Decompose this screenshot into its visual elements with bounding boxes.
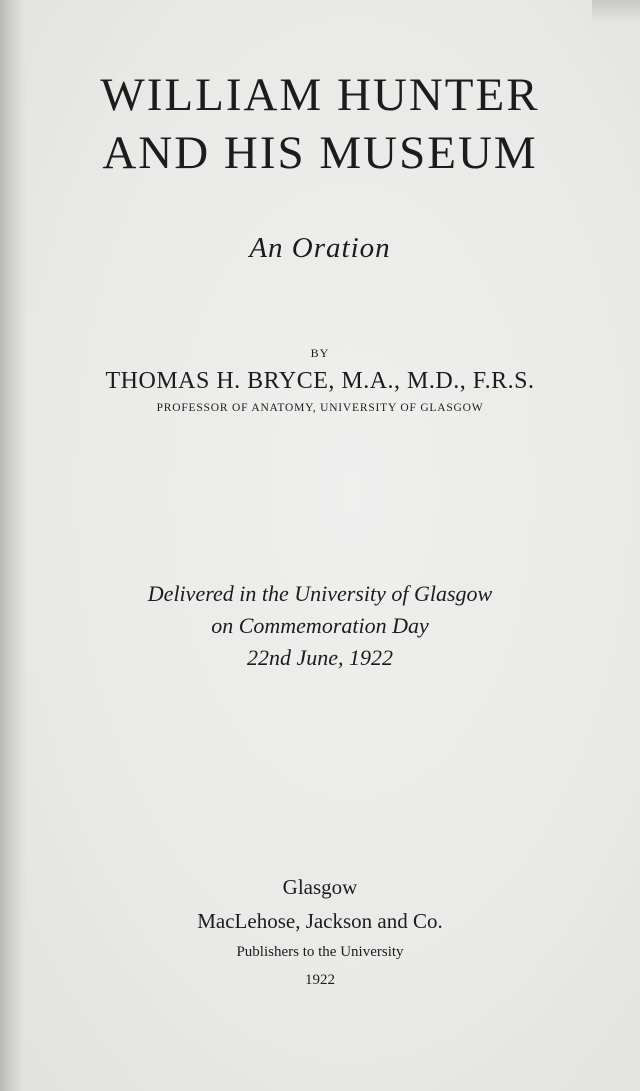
delivery-line-1: Delivered in the University of Glasgow bbox=[147, 581, 493, 606]
byline-by: BY bbox=[310, 346, 330, 360]
imprint-role: Publishers to the University bbox=[236, 944, 404, 960]
title-line-1: WILLIAM HUNTER bbox=[100, 69, 540, 121]
imprint-year: 1922 bbox=[305, 972, 335, 988]
imprint-publisher: MacLehose, Jackson and Co. bbox=[197, 909, 443, 933]
imprint bbox=[0, 870, 640, 994]
delivery-note bbox=[0, 578, 640, 674]
book-title bbox=[0, 66, 640, 182]
delivery-line-3: 22nd June, 1922 bbox=[246, 645, 394, 670]
corner-stamp bbox=[592, 0, 640, 22]
author-name: THOMAS H. BRYCE, M.A., M.D., F.R.S. bbox=[105, 368, 535, 394]
title-line-2: AND HIS MUSEUM bbox=[102, 127, 538, 179]
author-affiliation: PROFESSOR OF ANATOMY, UNIVERSITY OF GLASGOW bbox=[156, 402, 484, 414]
delivery-line-2: on Commemoration Day bbox=[211, 613, 429, 638]
book-subtitle: An Oration bbox=[249, 232, 391, 264]
imprint-place: Glasgow bbox=[282, 875, 358, 899]
